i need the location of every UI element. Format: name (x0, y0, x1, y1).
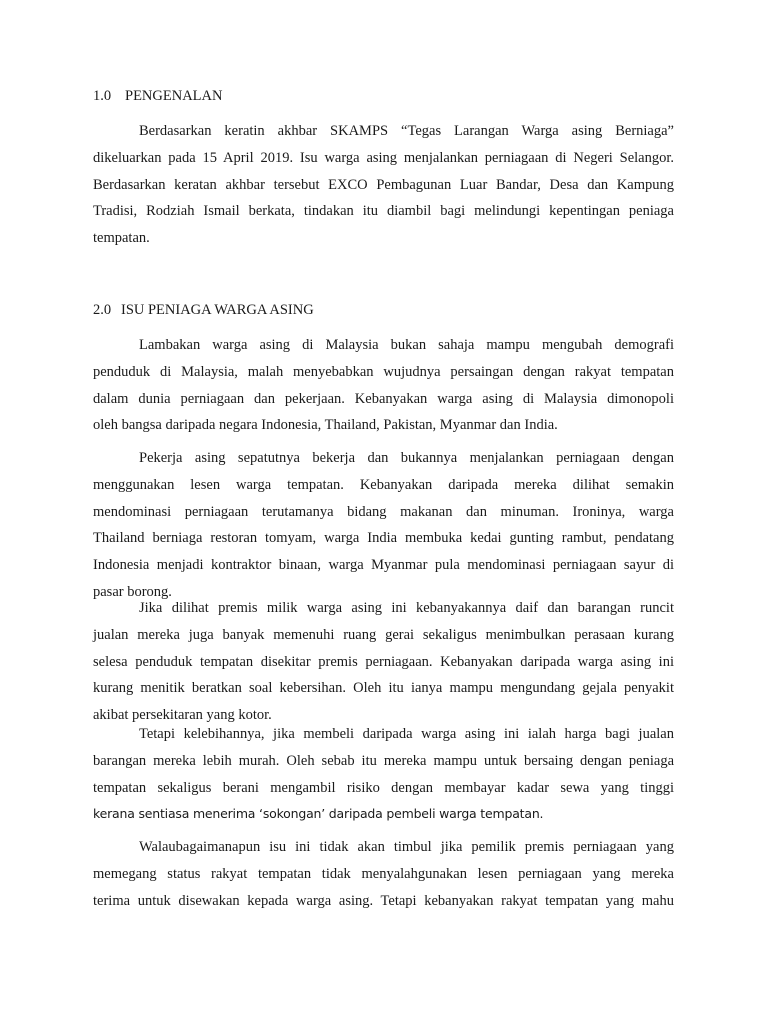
text-line: dalam dunia perniagaan dan pekerjaan. Kebanyakan warga asing di Malaysia dimonopoli (93, 390, 674, 407)
text-line: Tradisi, Rodziah Ismail berkata, tindakan itu diambil bagi melindungi kepentingan peniaga (93, 203, 674, 220)
section-number: 2.0 (93, 302, 112, 318)
text-line: penduduk di Malaysia, malah menyebabkan wujudnya persaingan dengan rakyat tempatan (93, 363, 674, 380)
text-line: mendominasi perniagaan terutamanya bidang makanan dan minuman. Ironinya, warga (93, 503, 674, 520)
section-title: PENGENALAN (125, 88, 223, 104)
text-line: memegang status rakyat tempatan tidak menyalahgunakan lesen perniagaan yang mereka (93, 865, 674, 882)
section-heading (93, 86, 222, 106)
text-line: jualan mereka juga banyak memenuhi ruang gerai sekaligus menimbulkan perasaan kurang (93, 626, 674, 643)
section-heading (93, 300, 314, 320)
text-line: kurang menitik beratkan soal kebersihan. Oleh itu ianya mampu mengundang gejala penyakit (93, 680, 674, 697)
paragraph (93, 721, 674, 828)
text-line: Lambakan warga asing di Malaysia bukan sahaja mampu mengubah demografi (139, 337, 674, 353)
text-line: Tetapi kelebihannya, jika membeli daripada warga asing ini ialah harga bagi jualan (139, 726, 674, 742)
text-line: tempatan. (93, 230, 150, 247)
section-title: ISU PENIAGA WARGA ASING (121, 302, 314, 318)
text-line: pasar borong. (93, 583, 172, 600)
text-line: terima untuk disewakan kepada warga asing. Tetapi kebanyakan rakyat tempatan yang mahu (93, 892, 674, 909)
paragraph (93, 118, 674, 252)
text-line: tempatan sekaligus berani mengambil risiko dengan membayar kadar sewa yang tinggi (93, 779, 674, 796)
text-line: Pekerja asing sepatutnya bekerja dan bukannya menjalankan perniagaan dengan (139, 450, 674, 466)
text-line: Walaubagaimanapun isu ini tidak akan timbul jika pemilik premis perniagaan yang (139, 839, 674, 855)
text-line: barangan mereka lebih murah. Oleh sebab itu mereka mampu untuk bersaing dengan peniaga (93, 752, 674, 769)
text-line: akibat persekitaran yang kotor. (93, 707, 272, 724)
text-line: Berdasarkan keratan akhbar tersebut EXCO Pembagunan Luar Bandar, Desa dan Kampung (93, 176, 674, 193)
text-line: Thailand berniaga restoran tomyam, warga India membuka kedai gunting rambut, pendatang (93, 530, 674, 547)
text-line: menggunakan lesen warga tempatan. Kebanyakan daripada mereka dilihat semakin (93, 476, 674, 493)
text-line: dikeluarkan pada 15 April 2019. Isu warga asing menjalankan perniagaan di Negeri Selangor. (93, 149, 674, 166)
section-number: 1.0 (93, 88, 112, 104)
text-line: Indonesia menjadi kontraktor binaan, warga Myanmar pula mendominasi perniagaan sayur di (93, 557, 674, 574)
paragraph (93, 834, 674, 914)
paragraph (93, 332, 674, 439)
text-line: Berdasarkan keratin akhbar SKAMPS “Tegas Larangan Warga asing Berniaga” (139, 123, 674, 139)
text-line: kerana sentiasa menerima ‘sokongan’ daripada pembeli warga tempatan. (93, 806, 544, 822)
text-line: oleh bangsa daripada negara Indonesia, Thailand, Pakistan, Myanmar dan India. (93, 417, 558, 434)
paragraph (93, 445, 674, 606)
text-line: selesa penduduk tempatan disekitar premis perniagaan. Kebanyakan daripada warga asing ini (93, 653, 674, 670)
paragraph (93, 595, 674, 729)
text-line: Jika dilihat premis milik warga asing ini kebanyakannya daif dan barangan runcit (139, 600, 674, 616)
